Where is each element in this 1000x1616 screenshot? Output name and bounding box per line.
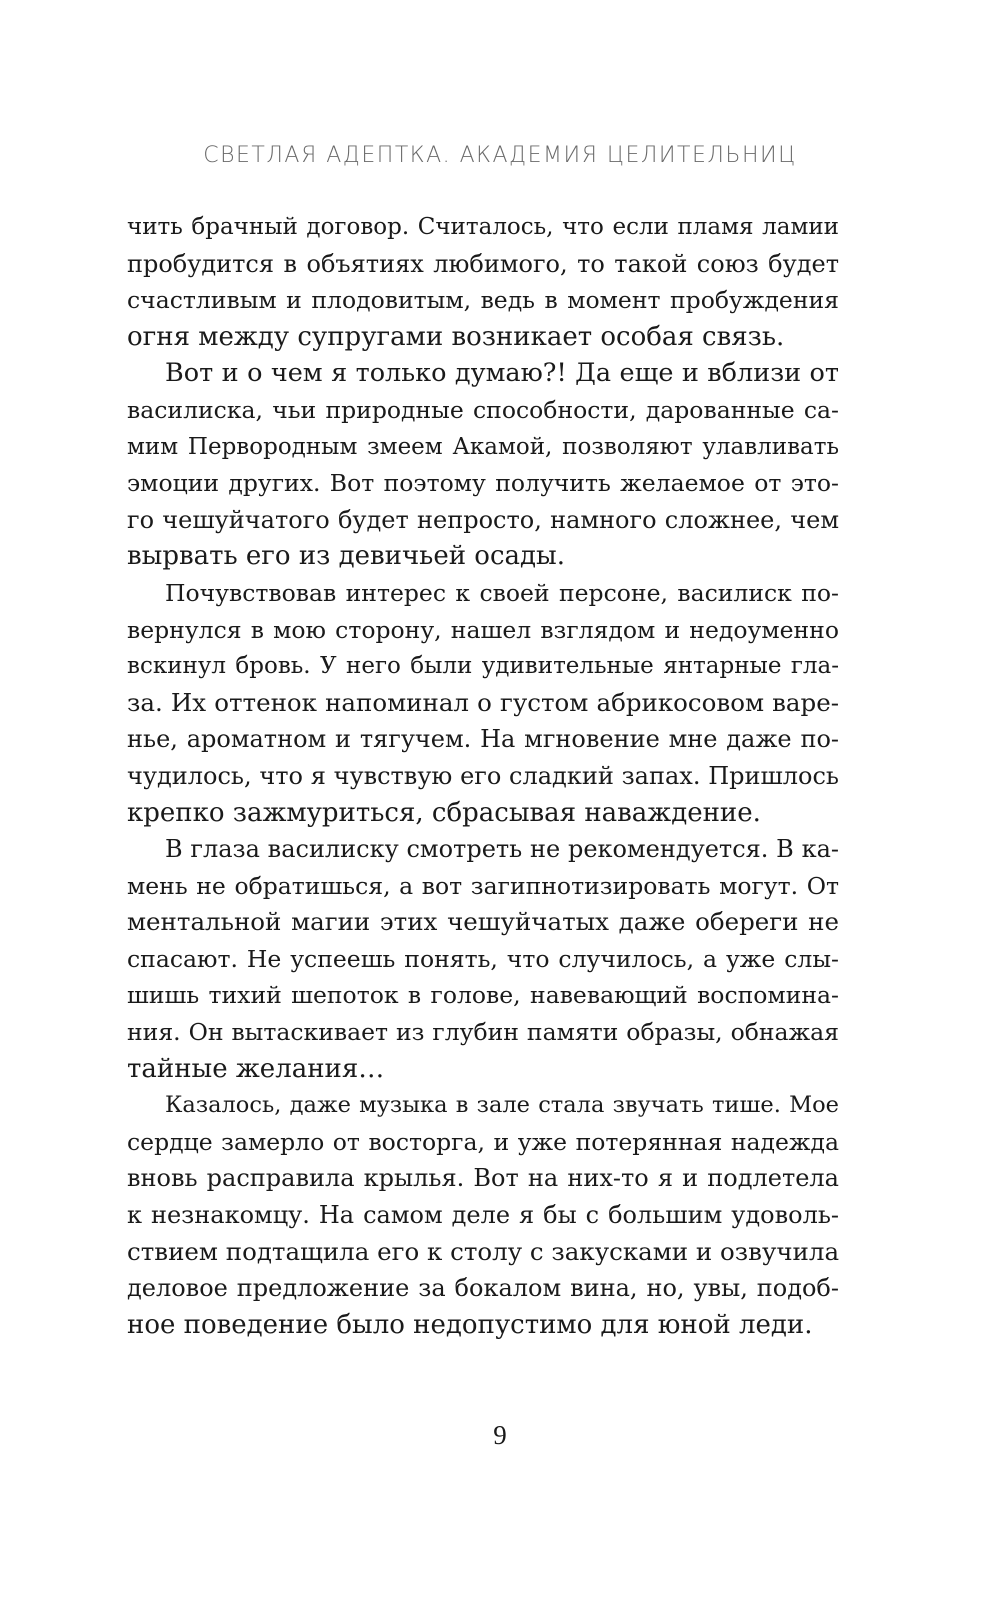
text-line: вырвать его из девичьей осады. xyxy=(127,541,565,572)
text-line: сердце замерло от восторга, и уже потерянная надежда xyxy=(127,1127,839,1156)
text-line: нье, ароматном и тягучем. На мгновение мне даже по- xyxy=(127,725,839,754)
text-line: вновь расправила крылья. Вот на них-то я и подлетела xyxy=(127,1164,839,1193)
text-line: ствием подтащила его к столу с закусками и озвучила xyxy=(127,1236,839,1266)
text-line: вскинул бровь. У него были удивительные янтарные гла- xyxy=(127,653,839,680)
text-line: ное поведение было недопустимо для юной леди. xyxy=(127,1309,813,1340)
text-line: шишь тихий шепоток в голове, навевающий воспомина- xyxy=(127,981,839,1010)
text-line: го чешуйчатого будет непросто, намного сложнее, чем xyxy=(127,505,839,534)
text-line: пробудится в объятиях любимого, то такой союз будет xyxy=(127,249,839,278)
paragraph xyxy=(127,355,839,575)
body-text xyxy=(127,209,839,1343)
text-line: василиска, чьи природные способности, дарованные са- xyxy=(127,395,839,424)
text-line: за. Их оттенок напоминал о густом абрикосовом варе- xyxy=(127,687,839,717)
text-line: Казалось, даже музыка в зале стала звучать тише. Мое xyxy=(165,1092,839,1119)
text-line: вернулся в мою сторону, нашел взглядом и недоуменно xyxy=(127,615,839,644)
text-line: чить брачный договор. Считалось, что если пламя ламии xyxy=(127,214,839,240)
text-line: спасают. Не успеешь понять, что случилось, а уже слы- xyxy=(127,944,839,973)
text-line: В глаза василиску смотреть не рекомендуется. В ка- xyxy=(165,835,839,864)
text-line: крепко зажмуриться, сбрасывая наваждение. xyxy=(127,797,761,828)
paragraph xyxy=(127,575,839,831)
text-line: деловое предложение за бокалом вина, но, увы, подоб- xyxy=(127,1274,839,1303)
paragraph xyxy=(127,209,839,355)
text-line: к незнакомцу. На самом деле я бы с большим удоволь- xyxy=(127,1201,839,1230)
text-line: мень не обратишься, а вот загипнотизировать могут. От xyxy=(127,871,839,900)
page-number: 9 xyxy=(493,1420,507,1450)
text-line: Почувствовав интерес к своей персоне, василиск по- xyxy=(165,578,839,607)
text-line: счастливым и плодовитым, ведь в момент пробуждения xyxy=(127,286,839,315)
text-line: ния. Он вытаскивает из глубин памяти образы, обнажая xyxy=(127,1018,839,1047)
text-line: огня между супругами возникает особая связь. xyxy=(127,321,785,352)
text-line: тайные желания… xyxy=(127,1053,385,1084)
text-line: Вот и о чем я только думаю?! Да еще и вблизи от xyxy=(165,358,839,389)
text-line: эмоции других. Вот поэтому получить желаемое от это- xyxy=(127,469,839,498)
running-head: СВЕТЛАЯ АДЕПТКА. АКАДЕМИЯ ЦЕЛИТЕЛЬНИЦ xyxy=(203,143,797,168)
paragraph xyxy=(127,831,839,1087)
paragraph xyxy=(127,1087,839,1343)
text-line: ментальной магии этих чешуйчатых даже обереги не xyxy=(127,907,839,937)
text-line: чудилось, что я чувствую его сладкий запах. Пришлось xyxy=(127,761,839,790)
text-line: мим Первородным змеем Акамой, позволяют улавливать xyxy=(127,433,839,460)
